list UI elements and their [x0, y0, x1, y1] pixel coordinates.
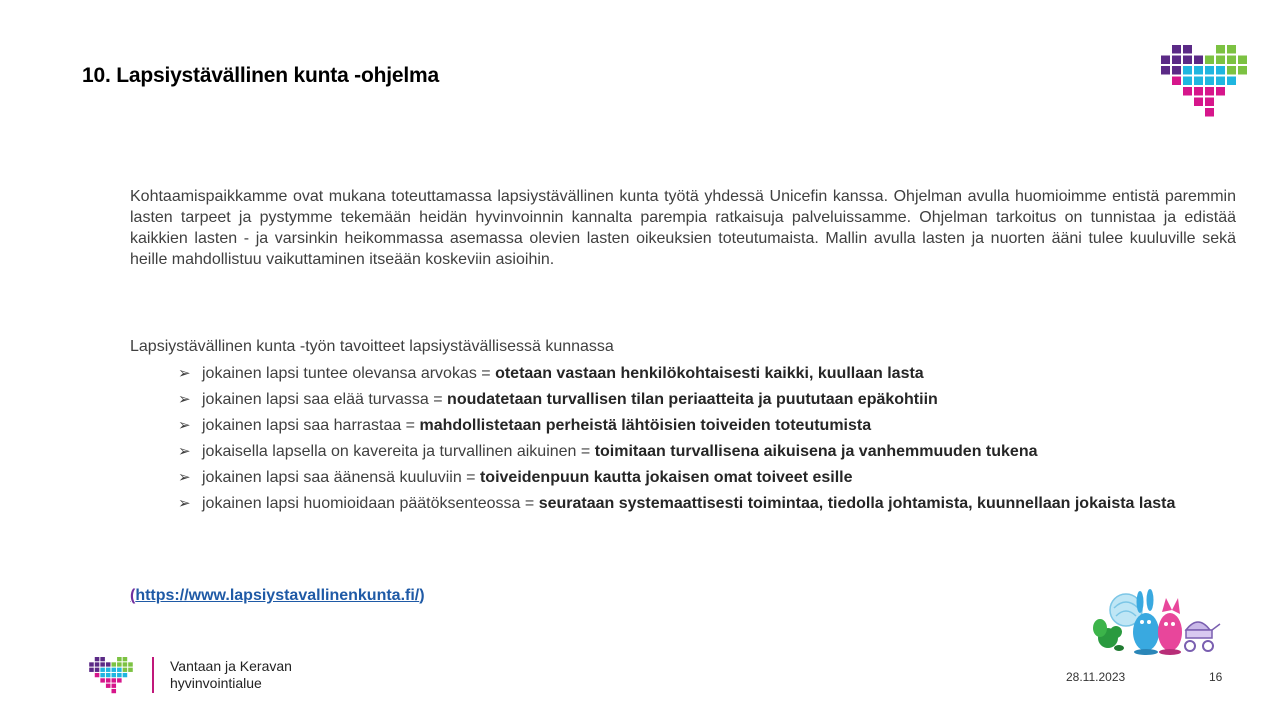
mascot-animals-illustration-icon	[1086, 586, 1226, 658]
arrowhead-bullet-icon: ➢	[178, 469, 191, 486]
lapsiystavallinen-kunta-link[interactable]: https://www.lapsiystavallinenkunta.fi/	[135, 587, 420, 604]
goal-action: otetaan vastaan henkilökohtaisesti kaikki, kuullaan lasta	[495, 365, 924, 382]
website-link-line	[130, 587, 425, 605]
list-item	[178, 363, 1228, 384]
list-item	[178, 415, 1228, 436]
list-item	[178, 467, 1228, 488]
arrowhead-bullet-icon: ➢	[178, 417, 191, 434]
goal-action: toimitaan turvallisena aikuisena ja vanhemmuuden tukena	[594, 443, 1038, 460]
goal-action: seurataan systemaattisesti toimintaa, tiedolla johtamista, kuunnellaan jokaista lasta	[538, 495, 1176, 512]
goal-text: jokainen lapsi huomioidaan päätöksenteossa =	[202, 495, 539, 512]
goal-text: jokainen lapsi saa elää turvassa =	[202, 391, 448, 408]
goal-action: mahdollistetaan perheistä lähtöisien toiveiden toteutumista	[419, 417, 872, 434]
link-open-paren: (	[130, 587, 136, 604]
intro-paragraph: Kohtaamispaikkamme ovat mukana toteuttamassa lapsiystävällinen kunta työtä yhdessä Unicefin kanssa. Ohjelman avulla huomioimme entistä paremmin lasten tarpeet ja pystymme tekemään heidän hyvinvoinnin kannalta parempia ratkaisuja palveluissamme. Ohjelman tarkoitus on tunnistaa ja edistää kaikkien lasten - ja varsinkin heikommassa asemassa olevien lasten oikeuksien toteutumaista. Mallin avulla lasten ja nuorten ääni tulee kuuluville sekä heille mahdollistuu vaikuttaminen itseään koskeviin asioihin.	[130, 188, 1236, 268]
page-number: 16	[1209, 670, 1223, 684]
goal-action: noudatetaan turvallisen tilan periaatteita ja puututaan epäkohtiin	[447, 391, 938, 408]
list-item	[178, 389, 1228, 410]
footer-divider	[152, 657, 154, 693]
goals-heading: Lapsiystävällinen kunta -työn tavoitteet lapsiystävällisessä kunnassa	[130, 338, 614, 355]
wellbeing-heart-logo-icon	[1161, 45, 1251, 120]
organization-name	[170, 658, 292, 692]
goal-text: jokainen lapsi tuntee olevansa arvokas =	[202, 365, 496, 382]
list-item	[178, 441, 1228, 462]
goal-action: toiveidenpuun kautta jokaisen omat toiveet esille	[479, 469, 853, 486]
arrowhead-bullet-icon: ➢	[178, 443, 191, 460]
arrowhead-bullet-icon: ➢	[178, 391, 191, 408]
slide-title: 10. Lapsiystävällinen kunta -ohjelma	[82, 64, 439, 87]
organization-name-line-1: Vantaan ja Keravan	[170, 658, 292, 674]
link-close-paren: )	[419, 587, 425, 604]
wellbeing-heart-logo-small-icon	[89, 657, 135, 695]
goal-text: jokainen lapsi saa äänensä kuuluviin =	[202, 469, 480, 486]
arrowhead-bullet-icon: ➢	[178, 365, 191, 382]
goal-list	[178, 363, 1228, 519]
organization-name-line-2: hyvinvointialue	[170, 675, 262, 691]
goal-text: jokaisella lapsella on kavereita ja turvallinen aikuinen =	[202, 443, 595, 460]
arrowhead-bullet-icon: ➢	[178, 495, 191, 512]
goal-text: jokainen lapsi saa harrastaa =	[202, 417, 420, 434]
footer-date: 28.11.2023	[1066, 670, 1126, 684]
list-item	[178, 493, 1228, 514]
